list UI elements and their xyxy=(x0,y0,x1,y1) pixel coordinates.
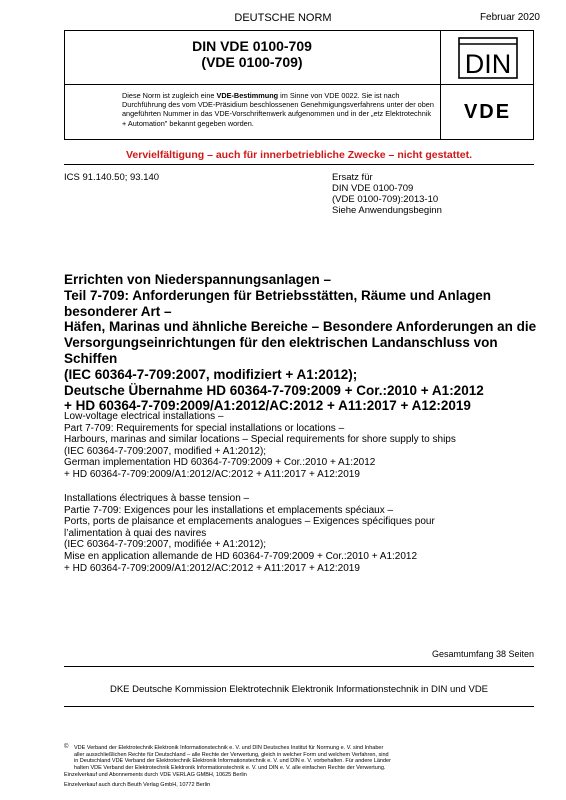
english-title-line: Harbours, marinas and similar locations – Special requirements for shore supply to ships xyxy=(64,434,456,446)
standard-number: DIN VDE 0100-709 xyxy=(192,38,312,54)
german-title-line: Teil 7-709: Anforderungen für Betriebsstätten, Räume und Anlagen xyxy=(64,287,492,303)
french-title-line: (IEC 60364-7-709:2007, modifiée + A1:2012); xyxy=(64,539,267,551)
copyright-line: aller ausschließlichen Rechte für Deutschland – alle Rechte der Verwertung, gleich in welcher Form und welchem Verfahren, sind xyxy=(74,751,389,758)
replacement-line: (VDE 0100-709):2013-10 xyxy=(332,194,439,205)
replacement-line: DIN VDE 0100-709 xyxy=(332,183,414,194)
replacement-line: Siehe Anwendungsbeginn xyxy=(332,205,442,216)
english-title-line: German implementation HD 60364-7-709:2009 + Cor.:2010 + A1:2012 xyxy=(64,457,376,469)
replacement-info xyxy=(332,172,442,216)
german-title-line: (IEC 60364-7-709:2007, modifiziert + A1:2012); xyxy=(64,366,358,382)
section-divider xyxy=(64,164,534,165)
french-title-line: + HD 60364-7-709:2009/A1:2012/AC:2012 + A11:2017 + A12:2019 xyxy=(64,562,360,574)
german-title-line: + HD 60364-7-709:2009/A1:2012/AC:2012 + A11:2017 + A12:2019 xyxy=(64,398,471,414)
german-title xyxy=(64,272,537,414)
copyright-line: halten VDE Verband der Elektrotechnik Elektronik Informationstechnik e. V. und DIN e. V. alle einfachen Rechte der Verwertung. xyxy=(74,764,386,771)
german-title-line: Häfen, Marinas und ähnliche Bereiche – Besondere Anforderungen an die xyxy=(64,319,537,335)
french-title-line: l’alimentation à quai des navires xyxy=(64,527,207,539)
english-title-line: Part 7-709: Requirements for special installations or locations – xyxy=(64,422,345,434)
english-title-line: + HD 60364-7-709:2009/A1:2012/AC:2012 + A11:2017 + A12:2019 xyxy=(64,468,360,480)
german-title-line: Deutsche Übernahme HD 60364-7-709:2009 + Cor.:2010 + A1:2012 xyxy=(64,382,484,398)
german-title-line: Versorgungseinrichtungen für den elektrischen Landanschluss von xyxy=(64,335,498,351)
vde-notice-bold: VDE-Bestimmung xyxy=(216,91,279,100)
page-count: Gesamtumfang 38 Seiten xyxy=(431,649,534,659)
sales-info: Einzelverkauf auch durch Beuth Verlag GmbH, 10772 Berlin xyxy=(64,781,211,788)
copyright-line: in Deutschland VDE Verband der Elektrotechnik Elektronik Informationstechnik e. V. und DIN e. V. vorbehalten. Für andere Länder xyxy=(74,758,391,765)
sales-info: Einzelverkauf und Abonnements durch VDE VERLAG GMBH, 10625 Berlin xyxy=(64,772,247,779)
replacement-line: Ersatz für xyxy=(332,172,373,183)
section-divider xyxy=(64,666,534,667)
vde-logo: VDE xyxy=(463,101,512,123)
german-title-line: Schiffen xyxy=(64,350,118,366)
french-title-line: Partie 7-709: Exigences pour les installations et emplacements spéciaux – xyxy=(64,504,394,516)
vde-notice xyxy=(122,91,434,128)
german-title-line: Errichten von Niederspannungsanlagen – xyxy=(64,272,332,287)
ics-code: ICS 91.140.50; 93.140 xyxy=(64,172,160,183)
french-title-line: Ports, ports de plaisance et emplacements analogues – Exigences spécifiques pour xyxy=(64,516,435,528)
section-divider xyxy=(64,706,534,707)
standard-number-block xyxy=(64,38,440,70)
vde-notice-prefix: Diese Norm ist zugleich eine xyxy=(122,91,217,100)
copyright-symbol: © xyxy=(64,744,69,750)
din-logo-text: DIN xyxy=(464,49,512,79)
english-title xyxy=(64,411,534,481)
french-title-line: Mise en application allemande de HD 60364-7-709:2009 + Cor.:2010 + A1:2012 xyxy=(64,550,418,562)
header-doc-type: DEUTSCHE NORM xyxy=(234,12,332,24)
french-title xyxy=(64,493,534,574)
din-logo xyxy=(451,36,525,80)
german-title-line: besonderer Art – xyxy=(64,303,172,319)
french-title-line: Installations électriques à basse tension – xyxy=(64,493,250,504)
dke-line: DKE Deutsche Kommission Elektrotechnik Elektronik Informationstechnik in DIN und VDE xyxy=(109,684,489,695)
vde-classification: (VDE 0100-709) xyxy=(201,54,303,70)
header-date: Februar 2020 xyxy=(479,12,540,23)
copyright-line: VDE Verband der Elektrotechnik Elektronik Informationstechnik e. V. und DIN Deutsches Institut für Normung e. V. sind Inhaber xyxy=(74,745,384,751)
reproduction-warning: Vervielfältigung – auch für innerbetriebliche Zwecke – nicht gestattet. xyxy=(125,149,472,161)
english-title-line: Low-voltage electrical installations – xyxy=(64,411,224,422)
copyright-footer xyxy=(64,745,534,789)
vde-notice-rest: im Sinne von VDE 0022. Sie ist nach Durchführung des vom VDE-Präsidium beschlossenen Genehmigungsverfahrens unter der oben angeführten Nummer in das VDE-Vorschriftenwerk aufgenommen und in der „etz Elektrotechnik + Automation" bekannt gegeben worden. xyxy=(122,91,434,128)
english-title-line: (IEC 60364-7-709:2007, modified + A1:2012); xyxy=(64,445,267,457)
